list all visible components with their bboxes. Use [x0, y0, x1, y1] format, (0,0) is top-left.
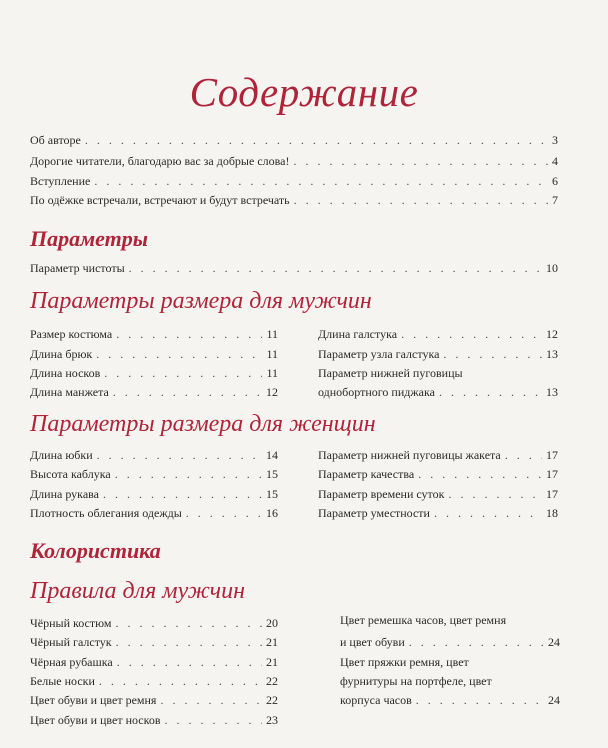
- toc-entry: [318, 384, 558, 400]
- toc-entry-page: 17: [546, 487, 558, 501]
- toc-entry-title: Об авторе: [30, 133, 81, 147]
- toc-entry-title: Плотность облегания одежды: [30, 506, 182, 520]
- toc-entry: [318, 505, 558, 521]
- toc-entry: [318, 326, 558, 342]
- toc-entry-page: 15: [266, 467, 278, 481]
- toc-entry: [318, 466, 558, 482]
- toc-entry-page: 4: [552, 154, 558, 168]
- toc-entry-title: Длина галстука: [318, 327, 398, 341]
- toc-entry: [340, 634, 560, 650]
- toc-entry-title: Чёрный костюм: [30, 616, 112, 630]
- toc-entry-title-line: Цвет ремешка часов, цвет ремня: [340, 613, 507, 627]
- toc-entry-title: Чёрная рубашка: [30, 655, 113, 669]
- toc-entry: [30, 153, 558, 169]
- toc-entry-title: Белые носки: [30, 674, 95, 688]
- toc-entry: [30, 447, 278, 463]
- toc-entry-page: 7: [552, 193, 558, 207]
- section-heading: Параметры размера для мужчин: [30, 288, 372, 314]
- toc-entry-page: 21: [266, 655, 278, 669]
- toc-entry-page: 21: [266, 635, 278, 649]
- toc-entry-page: 16: [266, 506, 278, 520]
- toc-entry: [30, 260, 558, 276]
- toc-entry-page: 24: [548, 693, 560, 707]
- toc-entry-page: 17: [546, 448, 558, 462]
- toc-entry: [30, 615, 278, 631]
- toc-entry-title: Длина брюк: [30, 347, 93, 361]
- toc-entry-title-line: Параметр нижней пуговицы: [318, 366, 463, 380]
- toc-entry-title: однобортного пиджака: [318, 385, 435, 399]
- toc-entry: [30, 132, 558, 148]
- toc-entry: [30, 634, 278, 650]
- toc-entry: [30, 365, 278, 381]
- toc-entry-title: Параметр уместности: [318, 506, 430, 520]
- toc-entry-page: 11: [266, 327, 278, 341]
- section-heading: Колористика: [30, 538, 161, 563]
- toc-entry: [30, 673, 278, 689]
- toc-entry-page: 20: [266, 616, 278, 630]
- toc-entry: [30, 654, 278, 670]
- toc-entry: [340, 692, 560, 708]
- toc-entry: [30, 692, 278, 708]
- toc-entry-page: 13: [546, 347, 558, 361]
- toc-entry: [318, 346, 558, 362]
- toc-entry: [30, 384, 278, 400]
- toc-entry-title: Длина манжета: [30, 385, 109, 399]
- toc-entry-title: Дорогие читатели, благодарю вас за добрые слова!: [30, 154, 290, 168]
- toc-entry-page: 12: [546, 327, 558, 341]
- toc-entry-title-line: Цвет пряжки ремня, цвет: [340, 655, 469, 669]
- toc-entry-page: 13: [546, 385, 558, 399]
- toc-entry-title: Вступление: [30, 174, 91, 188]
- toc-entry-title: корпуса часов: [340, 693, 412, 707]
- toc-entry-title: и цвет обуви: [340, 635, 405, 649]
- toc-entry: [30, 712, 278, 728]
- toc-entry: [30, 466, 278, 482]
- toc-entry-title: Параметр узла галстука: [318, 347, 440, 361]
- toc-entry: [30, 192, 558, 208]
- toc-entry-page: 17: [546, 467, 558, 481]
- toc-entry-page: 15: [266, 487, 278, 501]
- toc-entry-page: 22: [266, 693, 278, 707]
- toc-entry: [318, 447, 558, 463]
- toc-entry-title: Параметр чистоты: [30, 261, 125, 275]
- toc-entry-title: Параметр времени суток: [318, 487, 445, 501]
- toc-entry-page: 18: [546, 506, 558, 520]
- toc-entry: [30, 486, 278, 502]
- toc-entry-page: 10: [546, 261, 558, 275]
- section-heading: Параметры: [30, 226, 149, 251]
- toc-entry-title: Длина носков: [30, 366, 101, 380]
- toc-entry-title: Параметр качества: [318, 467, 415, 481]
- toc-entry-page: 11: [266, 366, 278, 380]
- toc-entry: [30, 326, 278, 342]
- section-heading: Параметры размера для женщин: [30, 411, 376, 437]
- toc-entry: [318, 486, 558, 502]
- toc-entry-title: Параметр нижней пуговицы жакета: [318, 448, 501, 462]
- toc-entry-title-line: фурнитуры на портфеле, цвет: [340, 674, 492, 688]
- page-title: Содержание: [189, 69, 419, 115]
- toc-entry-page: 23: [266, 713, 278, 727]
- toc-entry-title: Размер костюма: [30, 327, 113, 341]
- toc-entry-page: 14: [266, 448, 278, 462]
- toc-entry: [30, 173, 558, 189]
- toc-entry-page: 3: [552, 133, 558, 147]
- toc-entry-title: Длина рукава: [30, 487, 99, 501]
- toc-entry: [30, 505, 278, 521]
- toc-entry-page: 6: [552, 174, 558, 188]
- toc-entry-page: 24: [548, 635, 560, 649]
- toc-entry-page: 22: [266, 674, 278, 688]
- toc-entry-page: 11: [266, 347, 278, 361]
- toc-entry-page: 12: [266, 385, 278, 399]
- toc-entry-title: Чёрный галстук: [30, 635, 112, 649]
- toc-entry-title: Высота каблука: [30, 467, 111, 481]
- toc-entry: [30, 346, 278, 362]
- toc-entry-title: По одёжке встречали, встречают и будут встречать: [30, 193, 290, 207]
- toc-entry-title: Длина юбки: [30, 448, 93, 462]
- toc-entry-title: Цвет обуви и цвет ремня: [30, 693, 157, 707]
- section-heading: Правила для мужчин: [30, 578, 246, 604]
- toc-entry-title: Цвет обуви и цвет носков: [30, 713, 161, 727]
